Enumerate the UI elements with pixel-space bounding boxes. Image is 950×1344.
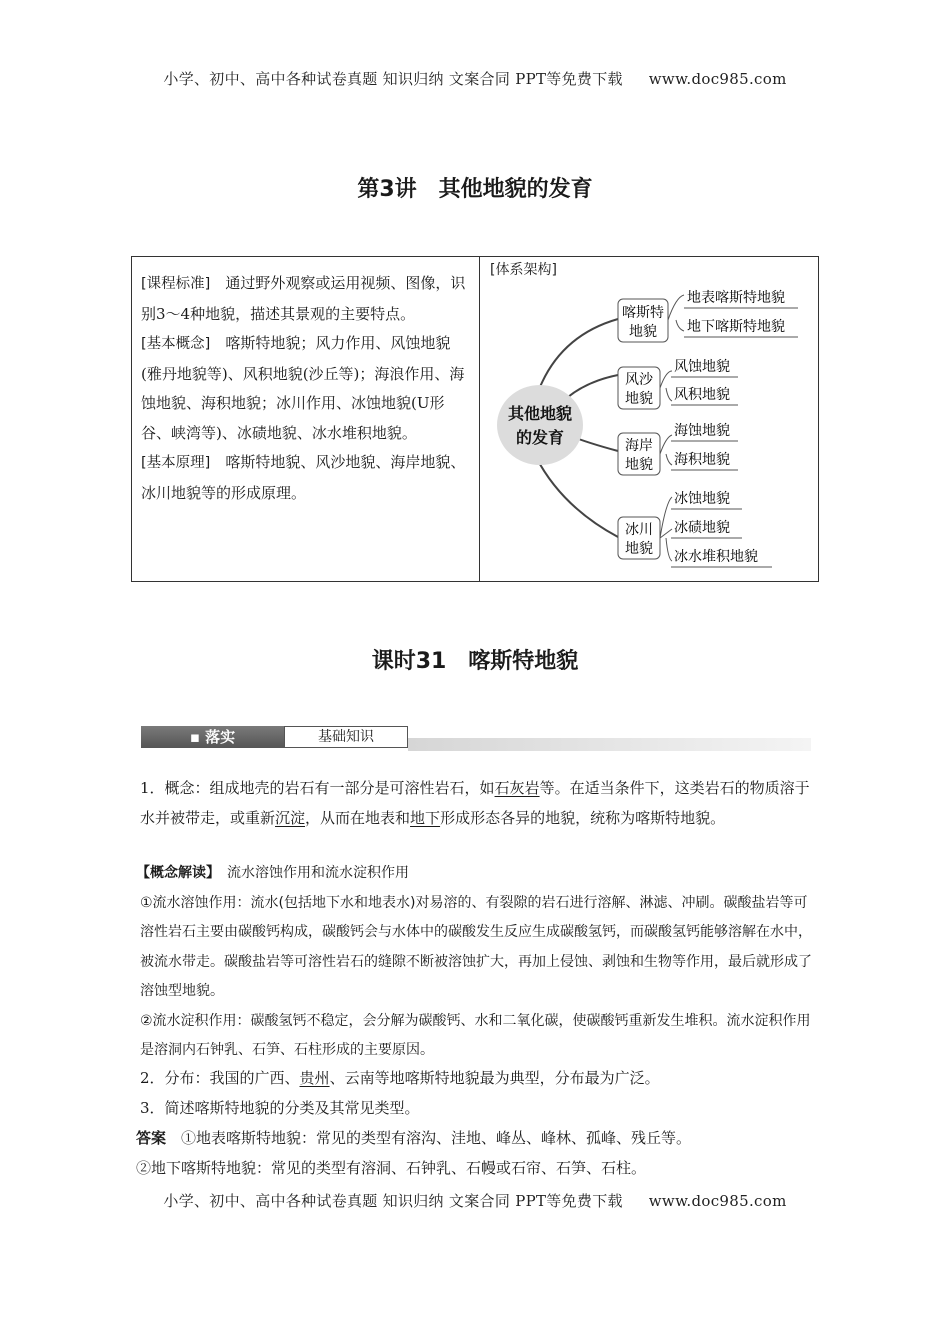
- branch-aeolian-line1: 风沙: [625, 372, 653, 388]
- section-banner: [141, 726, 811, 752]
- footer-url: www.doc985.com: [648, 1192, 787, 1210]
- leaf-surface-karst: 地表喀斯特地貌: [687, 290, 785, 306]
- answer-block: [136, 1124, 812, 1183]
- banner-dark-label: ▪ 落实: [141, 726, 284, 748]
- leaf-marine-erosion: 海蚀地貌: [674, 423, 730, 439]
- basic-concept-label: [基本概念]: [141, 336, 211, 352]
- chapter-title: 第3讲 其他地貌的发育: [357, 177, 593, 202]
- interpretation-p1: ①流水溶蚀作用：流水(包括地下水和地表水)对易溶的、有裂隙的岩石进行溶解、淋滤、冲刷。碳酸盐岩等可溶性岩石主要由碳酸钙构成，碳酸钙会与水体中的碳酸发生反应生成碳酸氢钙，而碳酸氢钙能够溶解在水中，被流水带走。碳酸盐岩等可溶性岩石的缝隙不断被溶蚀扩大，再加上侵蚀、剥蚀和生物等作用，最后就形成了溶蚀型地貌。: [140, 894, 812, 999]
- interpretation-heading: [136, 859, 812, 889]
- blank-limestone: 石灰岩: [494, 779, 540, 797]
- branch-karst-connector: [668, 295, 684, 331]
- branch-glacial-connector: [660, 497, 672, 561]
- leaf-underground-karst: 地下喀斯特地貌: [687, 319, 785, 335]
- interpretation-block: [136, 859, 812, 1066]
- interpretation-label: 【概念解读】: [136, 865, 213, 881]
- branch-aeolian-line2: 地貌: [625, 391, 653, 407]
- interpretation-title: 流水溶蚀作用和流水淀积作用: [227, 865, 409, 881]
- branch-coastal-connector: [660, 435, 672, 465]
- basic-principle: [141, 448, 471, 508]
- answer-line-1: ①地表喀斯特地貌：常见的类型有溶沟、洼地、峰丛、峰林、孤峰、残丘等。: [181, 1129, 692, 1147]
- branch-glacial-line1: 冰川: [625, 522, 653, 538]
- footer-text: 小学、初中、高中各种试卷真题 知识归纳 文案合同 PPT等免费下载: [163, 1192, 623, 1210]
- overview-table: [131, 256, 819, 582]
- course-standard-label: [课程标准]: [141, 276, 211, 292]
- distribution-text: 2．分布：我国的广西、: [140, 1069, 300, 1087]
- header-url: www.doc985.com: [648, 70, 787, 88]
- framework-label: [体系架构]: [490, 262, 557, 278]
- leaf-glaciofluvial: 冰水堆积地貌: [674, 549, 758, 565]
- blank-guizhou: 贵州: [299, 1069, 330, 1087]
- leaf-glacial-erosion: 冰蚀地貌: [674, 491, 730, 507]
- branch-coastal-line1: 海岸: [625, 438, 653, 454]
- standards-cell: [132, 257, 480, 581]
- concept-paragraph: [140, 774, 812, 833]
- concept-text: 等。在适当条件下，这类岩石的物质溶于水并被带走，或重新: [140, 779, 810, 827]
- center-text-1: 其他地貌: [507, 404, 573, 423]
- branch-coastal-line2: 地貌: [625, 457, 653, 473]
- basic-principle-text: 喀斯特地貌、风沙地貌、海岸地貌、冰川地貌等的形成原理。: [141, 453, 466, 502]
- center-text-2: 的发育: [515, 428, 565, 447]
- page-footer: [0, 1190, 950, 1211]
- leaf-marine-deposit: 海积地貌: [674, 452, 730, 468]
- branch-karst-line1: 喀斯特: [622, 305, 664, 321]
- basic-concept-text: 喀斯特地貌；风力作用、风蚀地貌(雅丹地貌等)、风积地貌(沙丘等)；海浪作用、海蚀地貌、海积地貌；冰川作用、冰蚀地貌(U形谷、峡湾等)、冰碛地貌、冰水堆积地貌。: [141, 334, 465, 442]
- lesson-title: 课时31 喀斯特地貌: [371, 649, 579, 674]
- concept-text: 1．概念：组成地壳的岩石有一部分是可溶性岩石，如: [140, 779, 495, 797]
- branch-glacial-line2: 地貌: [625, 541, 653, 557]
- leaf-wind-erosion: 风蚀地貌: [674, 359, 730, 375]
- course-standard: [141, 269, 471, 329]
- banner-fade-bar: [408, 738, 811, 751]
- center-node: [497, 385, 583, 465]
- trunk-line-4: [536, 457, 618, 537]
- distribution-text: 、云南等地喀斯特地貌最为典型，分布最为广泛。: [329, 1069, 660, 1087]
- mindmap-diagram: [480, 257, 818, 581]
- basic-concept: [141, 329, 471, 448]
- answer-line-2: ②地下喀斯特地貌：常见的类型有溶洞、石钟乳、石幔或石帘、石笋、石柱。: [136, 1158, 647, 1177]
- page-header: [0, 68, 950, 89]
- concept-text: 形成形态各异的地貌，统称为喀斯特地貌。: [440, 808, 726, 827]
- header-text: 小学、初中、高中各种试卷真题 知识归纳 文案合同 PPT等免费下载: [163, 70, 623, 88]
- distribution-paragraph: [140, 1064, 812, 1094]
- course-standard-text: 通过野外观察或运用视频、图像，识别3～4种地貌，描述其景观的主要特点。: [141, 274, 466, 323]
- blank-underground: 地下: [410, 808, 441, 827]
- branch-karst-line2: 地貌: [629, 324, 657, 340]
- answer-label: 答案: [136, 1129, 167, 1147]
- question-paragraph: 3．简述喀斯特地貌的分类及其常见类型。: [140, 1099, 420, 1117]
- leaf-moraine: 冰碛地貌: [674, 520, 730, 536]
- concept-text: ，从而在地表和: [305, 808, 411, 827]
- basic-principle-label: [基本原理]: [141, 455, 211, 471]
- banner-light-label: 基础知识: [284, 726, 408, 748]
- trunk-line-2: [568, 375, 618, 397]
- blank-deposit: 沉淀: [275, 808, 306, 827]
- branch-aeolian-connector: [660, 371, 672, 401]
- leaf-wind-deposit: 风积地貌: [674, 387, 730, 403]
- interpretation-p2: ②流水淀积作用：碳酸氢钙不稳定，会分解为碳酸钙、水和二氧化碳，使碳酸钙重新发生堆积。流水淀积作用是溶洞内石钟乳、石笋、石柱形成的主要原因。: [140, 1012, 811, 1058]
- framework-cell: [480, 257, 818, 581]
